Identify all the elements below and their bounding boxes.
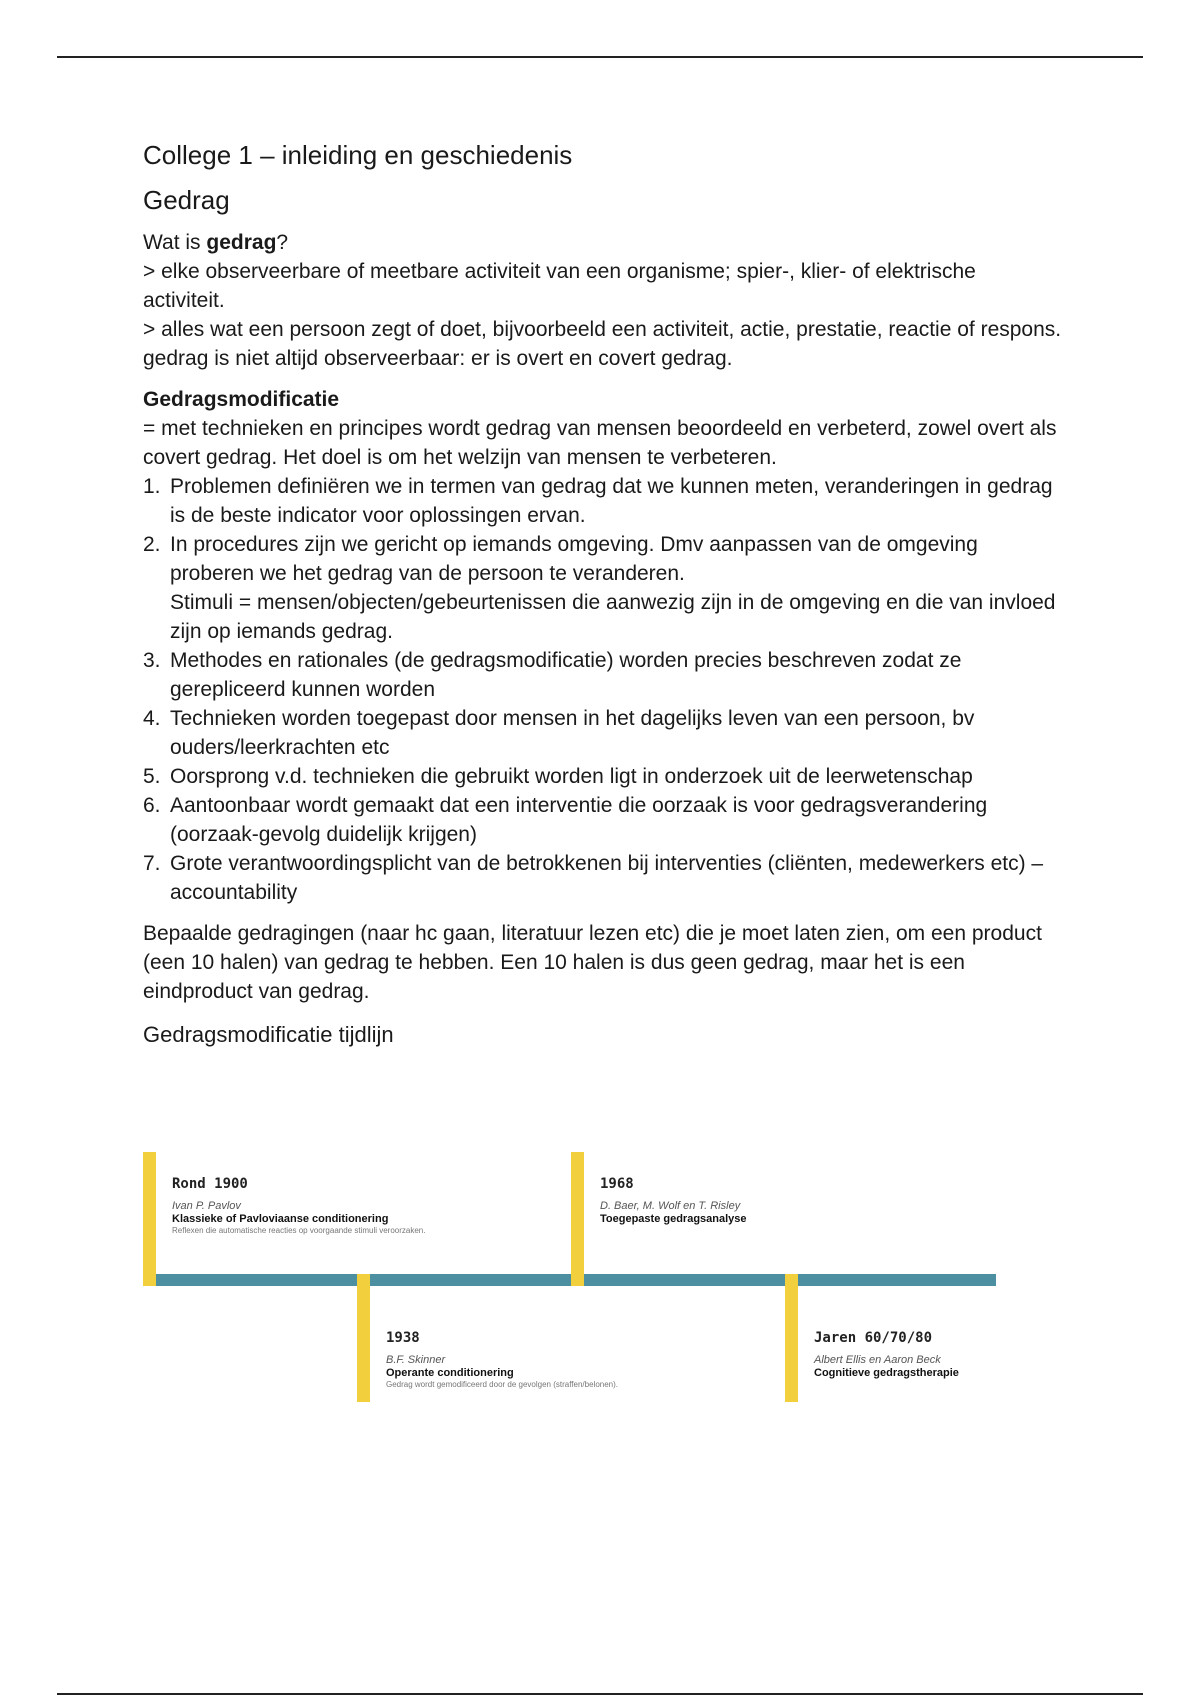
list-number: 5.	[143, 765, 161, 788]
question-prefix: Wat is	[143, 231, 207, 254]
list-item	[143, 472, 1063, 530]
timeline-bar	[143, 1274, 996, 1286]
event-year: 1968	[600, 1176, 634, 1192]
event-title: Cognitieve gedragstherapie	[814, 1367, 959, 1379]
list-item	[143, 530, 1063, 646]
list-number: 6.	[143, 794, 161, 817]
list-item	[143, 791, 1063, 849]
event-year: 1938	[386, 1330, 420, 1346]
timeline-event	[814, 1330, 999, 1380]
list-number: 7.	[143, 852, 161, 875]
timeline-figure	[143, 1152, 1000, 1402]
list-item	[143, 704, 1063, 762]
timeline-post	[143, 1152, 156, 1286]
list-number: 4.	[143, 707, 161, 730]
list-text: Methodes en rationales (de gedragsmodificatie) worden precies beschreven zodat ze gerepliceerd kunnen worden	[170, 649, 962, 701]
timeline-event	[172, 1176, 462, 1236]
definition-2: > alles wat een persoon zegt of doet, bijvoorbeeld een activiteit, actie, prestatie, reactie of respons.	[143, 318, 1062, 341]
event-person: B.F. Skinner	[386, 1354, 446, 1366]
list-text: Grote verantwoordingsplicht van de betrokkenen bij interventies (cliënten, medewerkers etc) – accountability	[170, 852, 1044, 904]
definition-1: > elke observeerbare of meetbare activiteit van een organisme; spier-, klier- of elektrische activiteit.	[143, 260, 976, 312]
list-number: 1.	[143, 475, 161, 498]
list-text: Oorsprong v.d. technieken die gebruikt worden ligt in onderzoek uit de leerwetenschap	[170, 765, 973, 788]
page-title: College 1 – inleiding en geschiedenis	[143, 140, 573, 170]
section-heading: Gedrag	[143, 185, 230, 215]
event-title: Operante conditionering	[386, 1367, 514, 1379]
closing-paragraph: Bepaalde gedragingen (naar hc gaan, literatuur lezen etc) die je moet laten zien, om een product (een 10 halen) van gedrag te hebben. Een 10 halen is dus geen gedrag, maar het is een eindproduct van gedrag.	[143, 922, 1042, 1003]
timeline-event	[386, 1330, 716, 1390]
list-text: Aantoonbaar wordt gemaakt dat een interventie die oorzaak is voor gedragsverandering (oorzaak-gevolg duidelijk krijgen)	[170, 794, 988, 846]
list-text: In procedures zijn we gericht op iemands omgeving. Dmv aanpassen van de omgeving proberen we het gedrag van de persoon te veranderen.	[170, 533, 978, 585]
event-person: Ivan P. Pavlov	[172, 1200, 241, 1212]
timeline-post	[571, 1152, 584, 1286]
event-year: Jaren 60/70/80	[814, 1330, 933, 1346]
list-text: Technieken worden toegepast door mensen in het dagelijks leven van een persoon, bv ouders/leerkrachten etc	[170, 707, 975, 759]
timeline-post	[785, 1274, 798, 1402]
timeline-event	[600, 1176, 800, 1226]
list-number: 2.	[143, 533, 161, 556]
document-body	[143, 140, 1063, 1058]
definition-3: gedrag is niet altijd observeerbaar: er is overt en covert gedrag.	[143, 347, 733, 370]
footer-rule	[57, 1693, 1143, 1695]
modification-heading: Gedragsmodificatie	[143, 388, 340, 411]
question-suffix: ?	[276, 231, 289, 254]
list-number: 3.	[143, 649, 161, 672]
timeline-post	[357, 1274, 370, 1402]
modification-definition: = met technieken en principes wordt gedrag van mensen beoordeeld en verbeterd, zowel overt als covert gedrag. Het doel is om het welzijn van mensen te verbeteren.	[143, 417, 1057, 469]
list-item	[143, 646, 1063, 704]
event-description: Gedrag wordt gemodificeerd door de gevolgen (straffen/belonen).	[386, 1380, 618, 1389]
list-subtext: Stimuli = mensen/objecten/gebeurtenissen die aanwezig zijn in de omgeving en die van invloed zijn op iemands gedrag.	[170, 591, 1056, 643]
list-text: Problemen definiëren we in termen van gedrag dat we kunnen meten, veranderingen in gedrag is de beste indicator voor oplossingen ervan.	[170, 475, 1053, 527]
principles-list	[143, 472, 1063, 907]
event-title: Toegepaste gedragsanalyse	[600, 1213, 747, 1225]
timeline-heading: Gedragsmodificatie tijdlijn	[143, 1022, 394, 1047]
header-rule	[57, 56, 1143, 58]
question-line	[143, 228, 1063, 257]
event-year: Rond 1900	[172, 1176, 248, 1192]
event-person: D. Baer, M. Wolf en T. Risley	[600, 1200, 741, 1212]
event-title: Klassieke of Pavloviaanse conditionering	[172, 1213, 389, 1225]
question-keyword: gedrag	[206, 231, 277, 254]
event-person: Albert Ellis en Aaron Beck	[814, 1354, 941, 1366]
list-item	[143, 762, 1063, 791]
event-description: Reflexen die automatische reacties op voorgaande stimuli veroorzaken.	[172, 1226, 426, 1235]
list-item	[143, 849, 1063, 907]
